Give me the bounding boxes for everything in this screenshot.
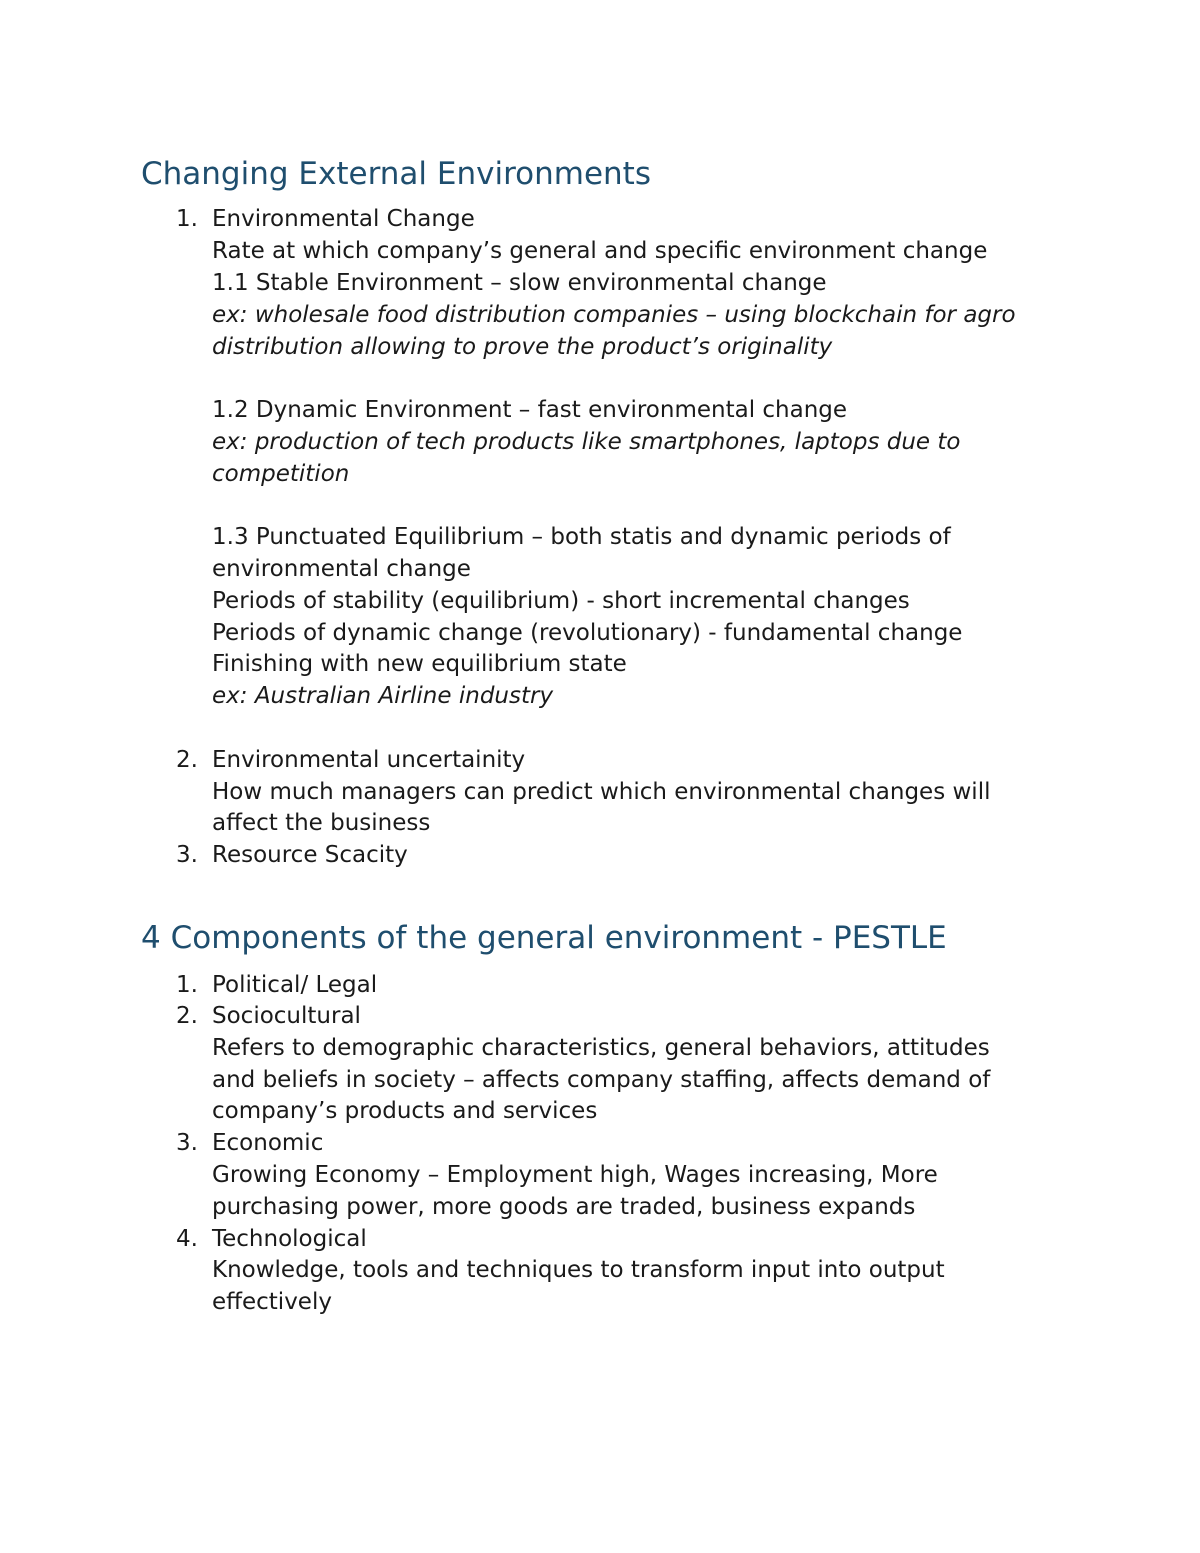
subsection-title: 1.2 Dynamic Environment – fast environmental change <box>212 397 848 423</box>
subsection-title: 1.3 Punctuated Equilibrium – both statis and dynamic periods of <box>212 524 951 550</box>
list-item-text: Refers to demographic characteristics, general behaviors, attitudes <box>212 1035 990 1061</box>
list-item-heading: Resource Scacity <box>212 842 408 868</box>
section-title-changing-external-environments: Changing External Environments <box>141 156 651 192</box>
example-text: ex: Australian Airline industry <box>212 683 554 709</box>
example-text: competition <box>212 461 350 487</box>
list-number: 2. <box>176 1003 198 1029</box>
section-title-pestle: 4 Components of the general environment - PESTLE <box>141 920 947 956</box>
list-item-text: Knowledge, tools and techniques to transform input into output <box>212 1257 945 1283</box>
example-text: ex: production of tech products like smartphones, laptops due to <box>212 429 961 455</box>
list-item-text: Periods of stability (equilibrium) - short incremental changes <box>212 588 910 614</box>
list-item-text: Growing Economy – Employment high, Wages increasing, More <box>212 1162 938 1188</box>
list-item-text: effectively <box>212 1289 332 1315</box>
list-item-heading: Economic <box>212 1130 324 1156</box>
list-item-text: Finishing with new equilibrium state <box>212 651 627 677</box>
list-item-text: Periods of dynamic change (revolutionary) - fundamental change <box>212 620 963 646</box>
list-item-heading: Technological <box>212 1226 367 1252</box>
subsection-title: environmental change <box>212 556 471 582</box>
list-item-heading: Political/ Legal <box>212 972 378 998</box>
list-number: 1. <box>176 206 198 232</box>
list-number: 3. <box>176 842 198 868</box>
example-text: ex: wholesale food distribution companies – using blockchain for agro <box>212 302 1016 328</box>
list-item-text: How much managers can predict which environmental changes will <box>212 779 991 805</box>
list-item-text: purchasing power, more goods are traded, business expands <box>212 1194 916 1220</box>
subsection-title: 1.1 Stable Environment – slow environmental change <box>212 270 827 296</box>
list-number: 2. <box>176 747 198 773</box>
list-item-heading: Sociocultural <box>212 1003 361 1029</box>
example-text: distribution allowing to prove the product’s originality <box>212 334 833 360</box>
list-item-heading: Environmental uncertainity <box>212 747 526 773</box>
list-item-text: affect the business <box>212 810 431 836</box>
list-item-heading: Environmental Change <box>212 206 475 232</box>
list-item-text: and beliefs in society – affects company staffing, affects demand of <box>212 1067 991 1093</box>
list-item-text: Rate at which company’s general and specific environment change <box>212 238 988 264</box>
list-number: 1. <box>176 972 198 998</box>
list-number: 4. <box>176 1226 198 1252</box>
list-item-text: company’s products and services <box>212 1098 598 1124</box>
list-number: 3. <box>176 1130 198 1156</box>
